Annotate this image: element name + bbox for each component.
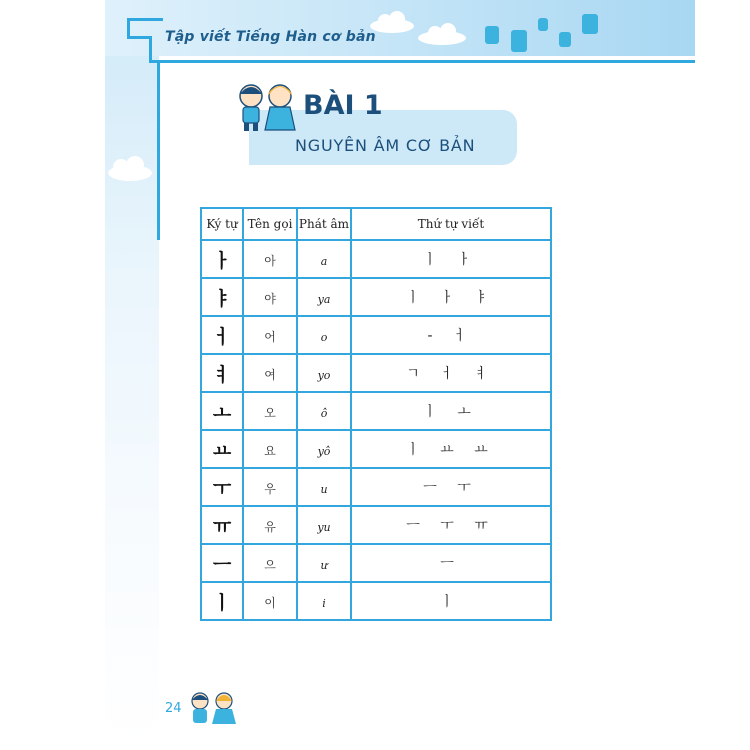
vowel-pronunciation: ô	[320, 406, 328, 420]
table-row	[201, 544, 551, 582]
vowel-name-cell	[243, 240, 297, 278]
stroke-order: ㄱ ㅓ ㅕ	[406, 366, 496, 382]
cloud-icon	[367, 10, 417, 34]
stroke-order: ㅣ ㅏ ㅑ	[406, 290, 496, 306]
vowel-name: 오	[264, 405, 276, 420]
stroke-order: ㅣ ㅏ	[423, 252, 479, 268]
vowel-pronunciation: o	[320, 330, 328, 344]
kids-illustration-icon	[235, 80, 299, 134]
vowel-pronunciation-cell	[297, 582, 351, 620]
vowel-name: 어	[264, 329, 276, 344]
table-row	[201, 468, 551, 506]
table-row	[201, 506, 551, 544]
stroke-order-cell	[351, 544, 551, 582]
vowel-name-cell	[243, 468, 297, 506]
frame-line	[127, 18, 130, 38]
vowel-name-cell	[243, 430, 297, 468]
vowel-letter-cell	[201, 240, 243, 278]
vowel-pronunciation-cell	[297, 468, 351, 506]
vowel-letter: ㅜ	[212, 477, 232, 500]
table-header-row	[201, 208, 551, 240]
vowel-name: 아	[264, 253, 276, 268]
vowel-letter-cell	[201, 354, 243, 392]
frame-line	[127, 36, 151, 39]
column-header: Tên gọi	[243, 208, 297, 240]
stroke-order-cell	[351, 430, 551, 468]
lesson-badge: BÀI 1	[303, 90, 383, 121]
stroke-order-cell	[351, 240, 551, 278]
vowel-pronunciation-cell	[297, 392, 351, 430]
vowel-letter: ㅕ	[212, 363, 232, 386]
page-number: 24	[165, 701, 182, 716]
cloud-icon	[415, 22, 469, 46]
vowel-pronunciation-cell	[297, 240, 351, 278]
stroke-order: ㅣ ㅛ ㅛ	[406, 442, 496, 458]
vowel-pronunciation-cell	[297, 544, 351, 582]
vowel-name-cell	[243, 392, 297, 430]
vowel-pronunciation: ya	[317, 292, 331, 306]
vowel-table	[200, 207, 552, 621]
stroke-order: ㅡ ㅜ ㅠ	[406, 518, 496, 534]
vowel-letter: ㅑ	[212, 287, 232, 310]
vowel-letter-cell	[201, 506, 243, 544]
table-row	[201, 430, 551, 468]
vowel-letter-cell	[201, 468, 243, 506]
stroke-order: ㅡ ㅜ	[423, 480, 479, 496]
stroke-order-cell	[351, 278, 551, 316]
stroke-order-cell	[351, 582, 551, 620]
vowel-letter-cell	[201, 582, 243, 620]
frame-line	[127, 18, 163, 21]
frame-line	[149, 36, 152, 62]
vowel-pronunciation-cell	[297, 354, 351, 392]
vowel-pronunciation-cell	[297, 430, 351, 468]
vowel-letter-cell	[201, 544, 243, 582]
header-title-part2: Tiếng Hàn cơ bản	[235, 29, 376, 45]
lesson-title: NGUYÊN ÂM CƠ BẢN	[295, 136, 476, 155]
lantern-icon	[485, 26, 499, 44]
vowel-letter: ㅓ	[212, 325, 232, 348]
table-row	[201, 354, 551, 392]
table-row	[201, 392, 551, 430]
vowel-name: 우	[264, 481, 276, 496]
stroke-order-cell	[351, 506, 551, 544]
lantern-icon	[582, 14, 598, 34]
vowel-name-cell	[243, 316, 297, 354]
stroke-order: ㅡ	[440, 556, 462, 572]
vowel-name-cell	[243, 278, 297, 316]
table-row	[201, 240, 551, 278]
vowel-pronunciation-cell	[297, 506, 351, 544]
vowel-pronunciation: yu	[317, 520, 331, 534]
column-header: Thứ tự viết	[351, 208, 551, 240]
vowel-letter: ㅗ	[212, 401, 232, 424]
lantern-icon	[538, 18, 548, 31]
vowel-letter: ㅛ	[212, 439, 232, 462]
stroke-order: - ㅓ	[427, 328, 475, 344]
vowel-letter-cell	[201, 316, 243, 354]
lantern-icon	[511, 30, 527, 52]
vowel-letter-cell	[201, 392, 243, 430]
vowel-pronunciation: ư	[320, 558, 328, 572]
lantern-icon	[559, 32, 571, 47]
vowel-name-cell	[243, 582, 297, 620]
vowel-pronunciation: i	[322, 596, 326, 610]
header-title-part1: Tập viết	[165, 29, 236, 45]
kids-footer-icon	[187, 690, 239, 726]
vowel-name-cell	[243, 544, 297, 582]
vowel-pronunciation-cell	[297, 316, 351, 354]
frame-line	[157, 60, 160, 240]
frame-line	[149, 60, 695, 63]
vowel-letter-cell	[201, 430, 243, 468]
column-header: Ký tự	[201, 208, 243, 240]
stroke-order-cell	[351, 392, 551, 430]
vowel-letter: ㅡ	[212, 553, 232, 576]
vowel-letter: ㅠ	[212, 515, 232, 538]
vowel-letter: ㅏ	[212, 249, 232, 272]
vowel-pronunciation: yo	[317, 368, 331, 382]
stroke-order: ㅣ	[440, 594, 462, 610]
vowel-name: 으	[264, 557, 276, 572]
header-title	[165, 29, 376, 45]
vowel-name: 유	[264, 519, 276, 534]
vowel-name: 여	[264, 367, 276, 382]
table-row	[201, 316, 551, 354]
stroke-order: ㅣ ㅗ	[423, 404, 479, 420]
book-page	[105, 0, 695, 750]
vowel-letter: ㅣ	[212, 591, 232, 614]
vowel-name-cell	[243, 354, 297, 392]
vowel-pronunciation: u	[320, 482, 328, 496]
vowel-letter-cell	[201, 278, 243, 316]
table-row	[201, 582, 551, 620]
vowel-pronunciation: a	[320, 254, 328, 268]
cloud-icon	[105, 155, 155, 183]
stroke-order-cell	[351, 468, 551, 506]
vowel-name: 요	[264, 443, 276, 458]
vowel-name: 야	[264, 291, 276, 306]
column-header: Phát âm	[297, 208, 351, 240]
stroke-order-cell	[351, 354, 551, 392]
vowel-pronunciation: yô	[317, 444, 331, 458]
left-decor-band	[105, 0, 159, 750]
vowel-pronunciation-cell	[297, 278, 351, 316]
stroke-order-cell	[351, 316, 551, 354]
table-row	[201, 278, 551, 316]
vowel-name-cell	[243, 506, 297, 544]
vowel-name: 이	[264, 595, 276, 610]
